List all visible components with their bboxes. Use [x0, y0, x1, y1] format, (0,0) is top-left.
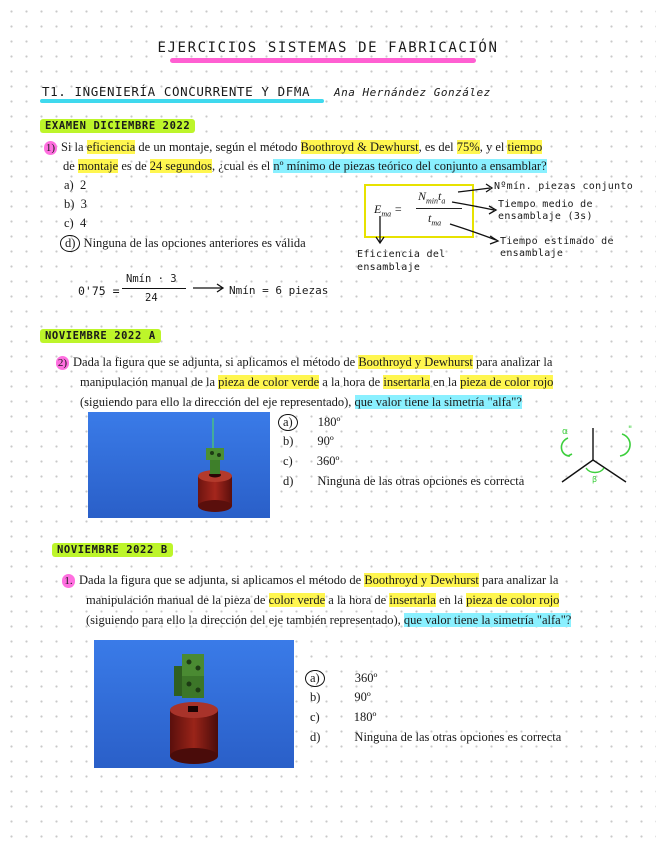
svg-text:": " — [628, 425, 633, 435]
q1-option-b[interactable]: b) 3 — [64, 197, 87, 211]
title-underline — [170, 58, 476, 63]
calc-fraction-bar — [122, 288, 186, 289]
q1-option-c[interactable]: c) 4 — [64, 216, 87, 230]
calc-denominator: 24 — [145, 292, 158, 304]
selected-answer-circle: a) — [278, 414, 298, 431]
calc-numerator: Nmín · 3 — [126, 273, 177, 285]
question-number-badge: 1) — [45, 142, 56, 154]
q3-option-c[interactable]: c) 180º — [310, 710, 377, 724]
exam-label-nov-2022-a: NOVIEMBRE 2022 A — [40, 330, 161, 342]
page-title: EJERCICIOS SISTEMAS DE FABRICACIÓN — [157, 40, 499, 56]
part-assembly-image-a — [88, 412, 270, 518]
annotation-tiempo-medio: Tiempo medio de ensamblaje (3s) — [498, 199, 593, 222]
q3-option-d[interactable]: d) Ninguna de las otras opciones es correcta — [310, 730, 562, 744]
beta-label: β — [592, 475, 598, 484]
q2-option-d[interactable]: d) Ninguna de las otras opciones es correcta — [283, 474, 525, 488]
q1-option-a[interactable]: a) 2 — [64, 178, 87, 192]
annotation-eficiencia: Eficiencia del ensamblaje — [357, 249, 446, 273]
calc-lhs: 0'75 = — [78, 284, 120, 298]
q1-option-d[interactable]: d) Ninguna de las opciones anteriores es válida — [60, 235, 306, 252]
author-name: Ana Hernández González — [334, 86, 491, 99]
q2-option-b[interactable]: b) 90º — [283, 434, 334, 448]
formula-numerator: $N_{min}t_a$ — [418, 189, 446, 206]
section-title: T1. INGENIERÍA CONCURRENTE Y DFMA — [42, 84, 311, 99]
annotation-nmin: Nºmín. piezas conjunto — [494, 181, 634, 192]
selected-answer-circle: d) — [60, 235, 80, 252]
selected-answer-circle: a) — [305, 670, 325, 687]
question-number-badge: 2) — [57, 357, 68, 369]
question-3-text: 1. Dada la figura que se adjunta, si aplicamos el método de Boothroyd y Dewhurst para analizar la manipulación manual de la pieza de color verde a la hora de insertarla en la pieza de color rojo (siguiendo para ello la dirección del eje también representado), que valor tiene la simetría "alfa"? — [62, 570, 642, 630]
annotation-tiempo-estimado: Tiempo estimado de ensamblaje — [500, 236, 614, 259]
alpha-label: α — [562, 427, 568, 437]
section-underline — [40, 99, 324, 103]
question-2-text: 2) Dada la figura que se adjunta, si aplicamos el método de Boothroyd y Dewhurst para analizar la manipulación manual de la pieza de color verde a la hora de insertarla en la pieza de color rojo (siguiendo para ello la dirección del eje representado), que valor tiene la simetría "alfa"? — [57, 355, 554, 409]
q3-option-a[interactable]: a) 360º — [305, 670, 377, 687]
calc-result: Nmín = 6 piezas — [229, 284, 329, 297]
exam-label-nov-2022-b: NOVIEMBRE 2022 B — [52, 544, 173, 556]
formula-denominator: $t_{ma}$ — [428, 211, 442, 228]
question-1-text: 1) Si la eficiencia de un montaje, según el método Boothroyd & Dewhurst, es del 75%, y el tiempo de montaje es de 24 segundos, ¿cual es el nº mínimo de piezas teórico del conjunto a ensamblar? — [45, 140, 547, 173]
formula-lhs: $E_{ma}$ = — [374, 202, 403, 219]
assembly-render — [94, 640, 294, 768]
question-number-badge: 1. — [62, 574, 75, 588]
q3-option-b[interactable]: b) 90º — [310, 690, 371, 704]
q2-option-c[interactable]: c) 360º — [283, 454, 340, 468]
exam-label-dic-2022: EXAMEN DICIEMBRE 2022 — [40, 120, 195, 132]
symmetry-axes-sketch — [548, 420, 638, 490]
assembly-render — [88, 412, 270, 518]
arrow-icon — [192, 282, 226, 294]
part-assembly-image-b — [94, 640, 294, 768]
q2-option-a[interactable]: a) 180º — [278, 414, 340, 431]
